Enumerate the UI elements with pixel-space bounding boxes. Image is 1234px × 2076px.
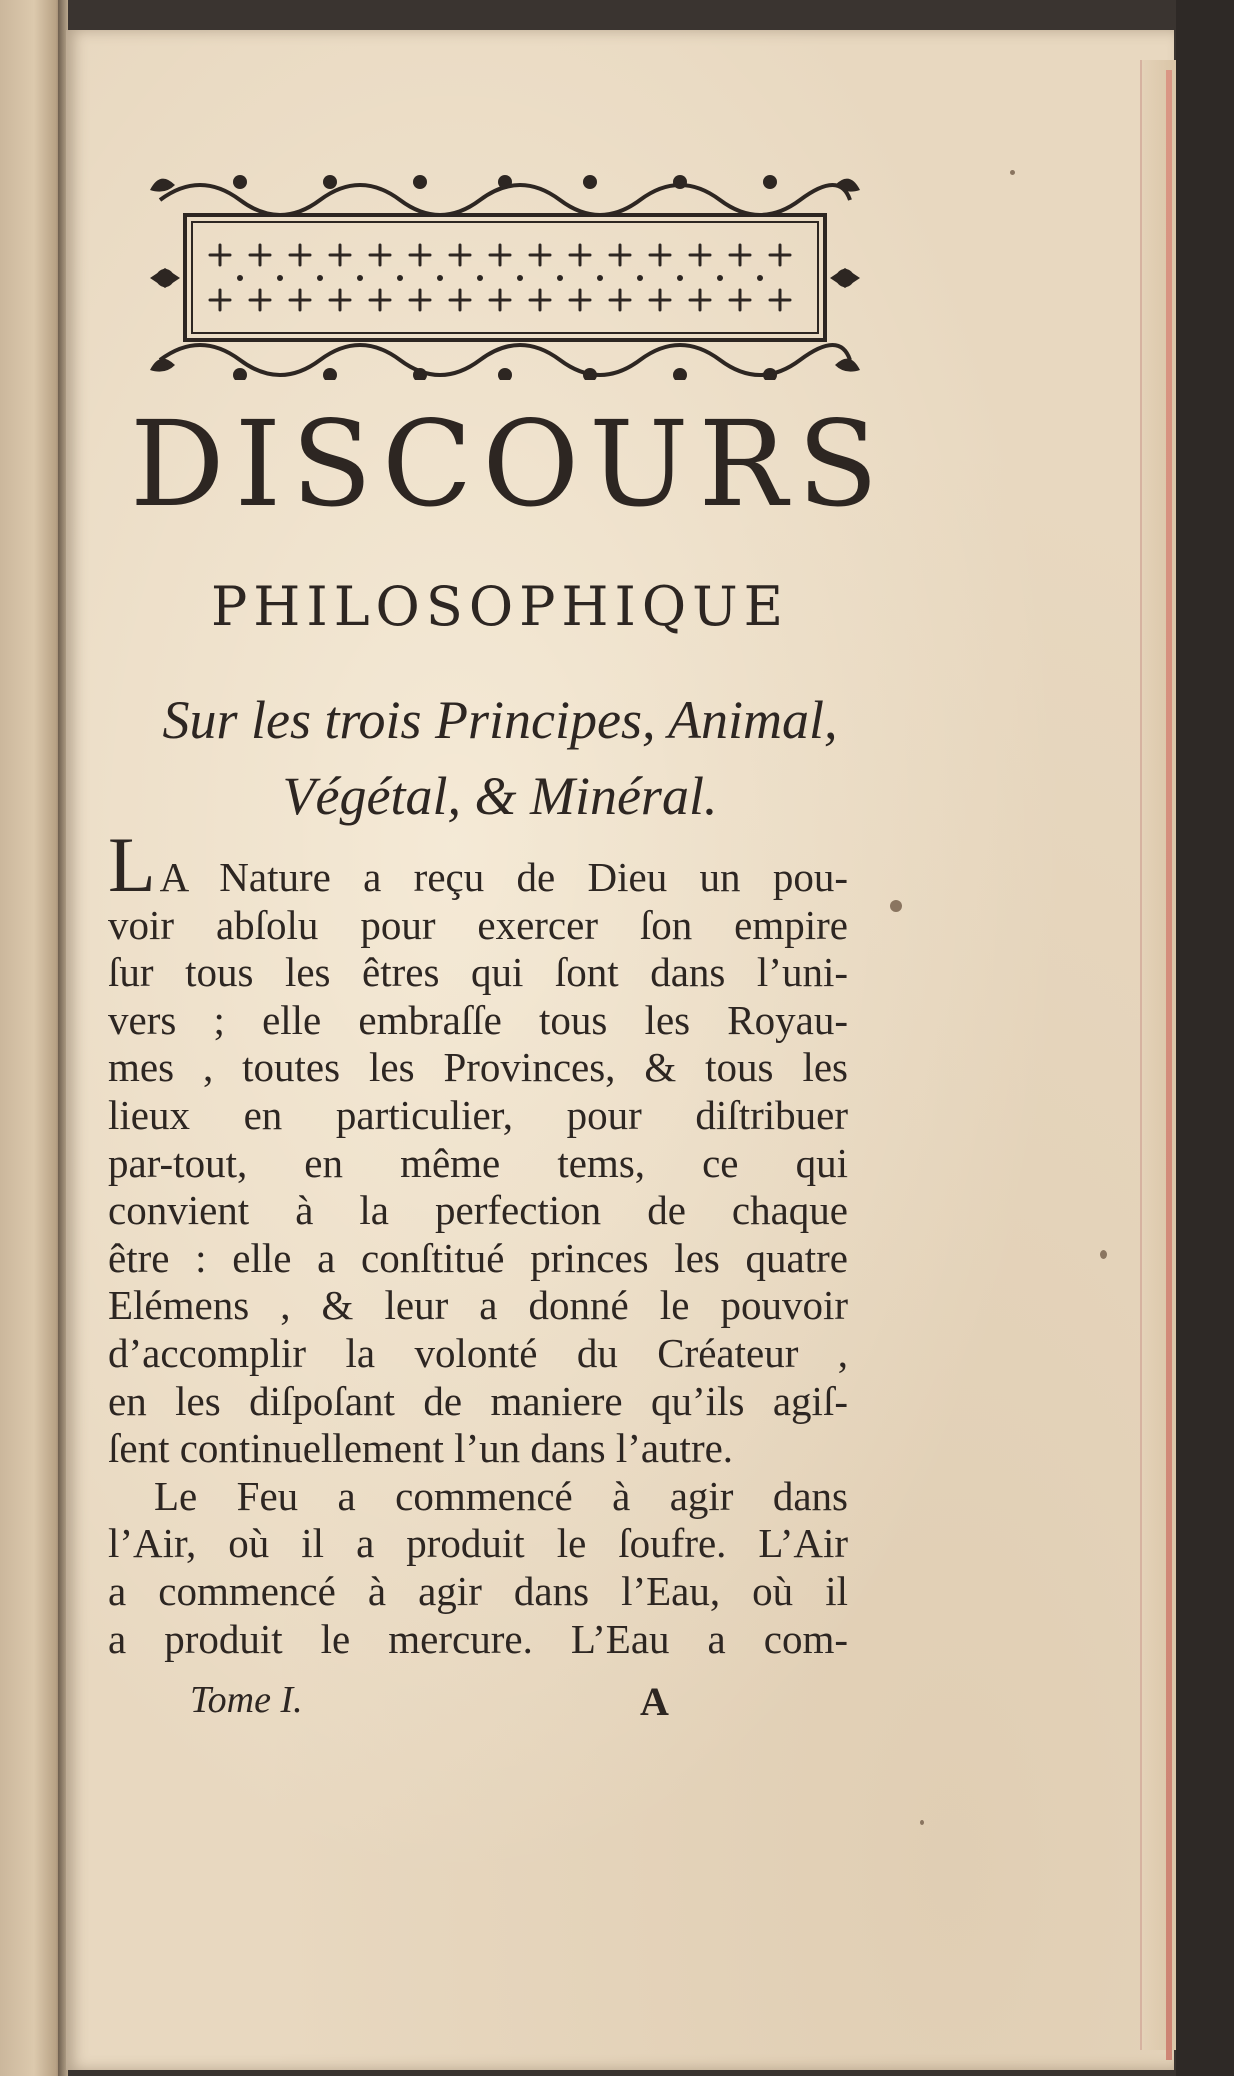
drop-cap: L	[108, 821, 156, 908]
text-line: ſent continuellement l’un dans l’autre.	[108, 1425, 734, 1472]
page-subtitle: PHILOSOPHIQUE	[210, 575, 790, 638]
text-line: d’accomplir la volonté du Créateur ,	[108, 1329, 848, 1376]
text-line: Elémens , & leur a donné le pouvoir	[108, 1282, 848, 1329]
paragraph-1	[108, 821, 848, 1473]
headpiece-ornament	[140, 160, 870, 380]
background-right	[1176, 0, 1234, 2076]
text-line: Le Feu a commencé à agir dans	[154, 1472, 848, 1519]
page-title: DISCOURS	[130, 395, 889, 533]
text-line: convient à la perfection de chaque	[108, 1187, 848, 1234]
text-line: lieux en particulier, pour diſtribuer	[108, 1091, 848, 1138]
paragraph-2	[108, 1473, 848, 1663]
volume-label: Tome I.	[190, 1679, 303, 1721]
text-line: en les diſpoſant de maniere qu’ils agiſ-	[108, 1377, 848, 1424]
body-text	[108, 821, 848, 1663]
text-line: être : elle a conſtitué princes les quatre	[108, 1234, 848, 1281]
text-line: l’Air, où il a produit le ſoufre. L’Air	[108, 1520, 848, 1567]
text-line: a commencé à agir dans l’Eau, où il	[108, 1567, 848, 1614]
paper-speck	[1010, 170, 1015, 175]
text-line: mes , toutes les Provinces, & tous les	[108, 1044, 848, 1091]
subject-line-1: Sur les trois Principes, Animal,	[162, 690, 838, 750]
subject-heading	[130, 682, 870, 834]
signature-mark: A	[640, 1679, 669, 1724]
text-line: ſur tous les êtres qui ſont dans l’uni-	[108, 949, 848, 996]
paper-speck	[890, 900, 902, 912]
text-line: par-tout, en même tems, ce qui	[108, 1139, 848, 1186]
text-line: vers ; elle embraſſe tous les Royau-	[108, 996, 848, 1043]
paper-speck	[920, 1820, 924, 1825]
text-line: LA Nature a reçu de Dieu un pou-	[108, 821, 848, 908]
facing-page-edge	[0, 0, 62, 2076]
paper-speck	[1100, 1250, 1107, 1259]
red-page-edge	[1166, 70, 1172, 2060]
text-line: voir abſolu pour exercer ſon empire	[108, 901, 848, 948]
subject-line-2: Végétal, & Minéral.	[282, 766, 718, 826]
page-stack-edge	[1140, 60, 1178, 2050]
text-line: a produit le mercure. L’Eau a com-	[108, 1615, 848, 1662]
